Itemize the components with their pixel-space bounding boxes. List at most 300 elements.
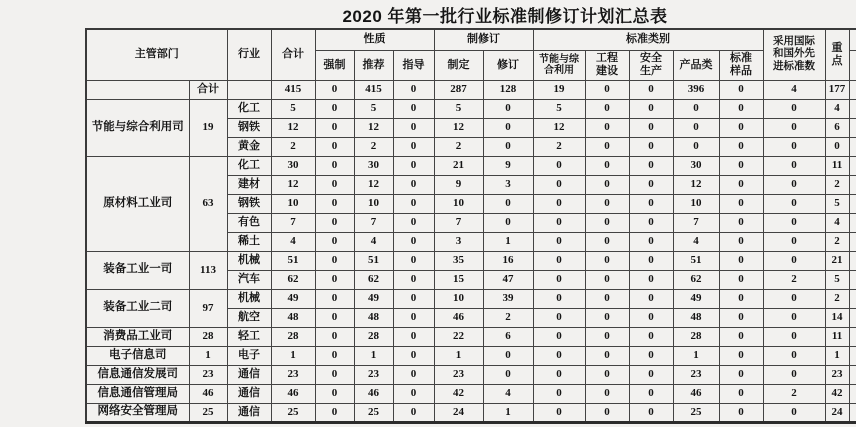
value-cell: 0 — [393, 80, 434, 99]
value-cell: 9 — [483, 156, 533, 175]
value-cell: 2 — [354, 137, 393, 156]
value-cell: 28 — [354, 327, 393, 346]
value-cell: 3 — [434, 232, 483, 251]
value-cell: 396 — [673, 80, 719, 99]
clipped-column-header — [849, 29, 856, 50]
table-row — [86, 251, 856, 270]
value-cell: 0 — [533, 270, 585, 289]
value-cell: 0 — [719, 346, 763, 365]
value-cell: 0 — [533, 175, 585, 194]
summary-table — [85, 28, 856, 424]
value-cell: 0 — [673, 99, 719, 118]
industry-cell: 有色 — [227, 213, 271, 232]
value-cell: 0 — [719, 137, 763, 156]
value-cell: 0 — [585, 270, 629, 289]
dept-total-cell: 63 — [189, 156, 227, 251]
header-product: 产品类 — [673, 50, 719, 80]
industry-cell: 机械 — [227, 289, 271, 308]
value-cell: 5 — [434, 99, 483, 118]
value-cell: 0 — [585, 118, 629, 137]
value-cell: 0 — [719, 384, 763, 403]
value-cell: 23 — [434, 365, 483, 384]
value-cell: 25 — [354, 403, 393, 422]
value-cell: 28 — [271, 327, 315, 346]
table-row — [86, 384, 856, 403]
value-cell: 0 — [763, 365, 825, 384]
value-cell: 25 — [673, 403, 719, 422]
clipped-cell — [849, 156, 856, 175]
value-cell: 0 — [315, 137, 354, 156]
dept-cell: 电子信息司 — [86, 346, 189, 365]
value-cell: 0 — [825, 137, 849, 156]
value-cell: 51 — [271, 251, 315, 270]
value-cell: 0 — [719, 194, 763, 213]
header-total: 合计 — [271, 29, 315, 80]
industry-cell: 钢铁 — [227, 118, 271, 137]
value-cell: 0 — [763, 327, 825, 346]
value-cell: 10 — [434, 289, 483, 308]
clipped-cell — [849, 118, 856, 137]
value-cell: 2 — [434, 137, 483, 156]
value-cell: 14 — [825, 308, 849, 327]
dept-total-cell: 23 — [189, 365, 227, 384]
value-cell: 16 — [483, 251, 533, 270]
value-cell: 0 — [719, 251, 763, 270]
value-cell: 0 — [585, 251, 629, 270]
industry-cell: 轻工 — [227, 327, 271, 346]
value-cell: 1 — [483, 232, 533, 251]
dept-cell: 网络安全管理局 — [86, 403, 189, 422]
value-cell: 0 — [719, 156, 763, 175]
value-cell: 48 — [271, 308, 315, 327]
industry-cell — [227, 80, 271, 99]
value-cell: 4 — [825, 99, 849, 118]
value-cell: 0 — [763, 175, 825, 194]
value-cell: 0 — [629, 99, 673, 118]
clipped-cell — [849, 80, 856, 99]
value-cell: 0 — [585, 80, 629, 99]
industry-cell: 钢铁 — [227, 194, 271, 213]
value-cell: 0 — [763, 251, 825, 270]
value-cell: 62 — [354, 270, 393, 289]
value-cell: 0 — [585, 308, 629, 327]
value-cell: 0 — [315, 365, 354, 384]
value-cell: 0 — [673, 118, 719, 137]
value-cell: 0 — [719, 270, 763, 289]
dept-total-cell: 25 — [189, 403, 227, 422]
value-cell: 0 — [533, 156, 585, 175]
value-cell: 0 — [719, 99, 763, 118]
table-body — [86, 80, 856, 422]
value-cell: 0 — [483, 365, 533, 384]
table-row — [86, 327, 856, 346]
value-cell: 47 — [483, 270, 533, 289]
value-cell: 10 — [271, 194, 315, 213]
value-cell: 6 — [483, 327, 533, 346]
value-cell: 415 — [271, 80, 315, 99]
value-cell: 4 — [763, 80, 825, 99]
header-revise: 修订 — [483, 50, 533, 80]
value-cell: 23 — [271, 365, 315, 384]
value-cell: 1 — [434, 346, 483, 365]
value-cell: 0 — [719, 308, 763, 327]
value-cell: 5 — [825, 194, 849, 213]
value-cell: 10 — [673, 194, 719, 213]
value-cell: 19 — [533, 80, 585, 99]
value-cell: 7 — [354, 213, 393, 232]
dept-cell: 信息通信管理局 — [86, 384, 189, 403]
value-cell: 1 — [483, 403, 533, 422]
table-row — [86, 365, 856, 384]
header-guidance: 指导 — [393, 50, 434, 80]
value-cell: 4 — [825, 213, 849, 232]
value-cell: 0 — [585, 137, 629, 156]
value-cell: 0 — [629, 327, 673, 346]
value-cell: 2 — [763, 270, 825, 289]
value-cell: 0 — [315, 289, 354, 308]
value-cell: 12 — [434, 118, 483, 137]
header-group-nature: 性质 — [315, 29, 434, 50]
value-cell: 2 — [825, 175, 849, 194]
value-cell: 49 — [673, 289, 719, 308]
header-group-category: 标准类别 — [533, 29, 763, 50]
value-cell: 5 — [354, 99, 393, 118]
dept-cell: 原材料工业司 — [86, 156, 189, 251]
clipped-cell — [849, 137, 856, 156]
clipped-cell — [849, 308, 856, 327]
value-cell: 0 — [629, 308, 673, 327]
value-cell: 0 — [315, 327, 354, 346]
value-cell: 0 — [585, 194, 629, 213]
value-cell: 0 — [393, 194, 434, 213]
value-cell: 0 — [393, 175, 434, 194]
value-cell: 3 — [483, 175, 533, 194]
value-cell: 0 — [629, 80, 673, 99]
value-cell: 49 — [354, 289, 393, 308]
value-cell: 0 — [393, 403, 434, 422]
value-cell: 24 — [825, 403, 849, 422]
dept-total-cell: 19 — [189, 99, 227, 156]
clipped-cell — [849, 384, 856, 403]
value-cell: 4 — [271, 232, 315, 251]
value-cell: 10 — [434, 194, 483, 213]
value-cell: 0 — [629, 175, 673, 194]
dept-cell — [86, 80, 189, 99]
value-cell: 0 — [629, 213, 673, 232]
value-cell: 0 — [719, 403, 763, 422]
industry-cell: 通信 — [227, 365, 271, 384]
value-cell: 0 — [763, 99, 825, 118]
value-cell: 0 — [315, 251, 354, 270]
value-cell: 0 — [393, 308, 434, 327]
value-cell: 10 — [354, 194, 393, 213]
value-cell: 7 — [434, 213, 483, 232]
value-cell: 0 — [393, 118, 434, 137]
value-cell: 0 — [763, 346, 825, 365]
value-cell: 0 — [533, 232, 585, 251]
value-cell: 0 — [533, 384, 585, 403]
value-cell: 0 — [483, 346, 533, 365]
industry-cell: 化工 — [227, 99, 271, 118]
clipped-cell — [849, 289, 856, 308]
value-cell: 0 — [585, 99, 629, 118]
value-cell: 0 — [315, 194, 354, 213]
value-cell: 23 — [825, 365, 849, 384]
value-cell: 0 — [315, 99, 354, 118]
header-row-groups — [86, 29, 856, 50]
value-cell: 46 — [673, 384, 719, 403]
value-cell: 0 — [533, 308, 585, 327]
value-cell: 48 — [673, 308, 719, 327]
value-cell: 0 — [393, 289, 434, 308]
value-cell: 15 — [434, 270, 483, 289]
value-cell: 62 — [673, 270, 719, 289]
clipped-cell — [849, 194, 856, 213]
value-cell: 177 — [825, 80, 849, 99]
table-row — [86, 156, 856, 175]
clipped-cell — [849, 213, 856, 232]
value-cell: 0 — [533, 346, 585, 365]
dept-total-cell: 28 — [189, 327, 227, 346]
value-cell: 0 — [629, 270, 673, 289]
value-cell: 7 — [673, 213, 719, 232]
clipped-column-subheader — [849, 50, 856, 80]
value-cell: 0 — [483, 118, 533, 137]
value-cell: 51 — [673, 251, 719, 270]
industry-cell: 通信 — [227, 403, 271, 422]
value-cell: 287 — [434, 80, 483, 99]
value-cell: 0 — [673, 137, 719, 156]
value-cell: 0 — [629, 232, 673, 251]
value-cell: 7 — [271, 213, 315, 232]
value-cell: 0 — [763, 156, 825, 175]
value-cell: 0 — [393, 213, 434, 232]
value-cell: 49 — [271, 289, 315, 308]
value-cell: 46 — [354, 384, 393, 403]
value-cell: 0 — [585, 156, 629, 175]
value-cell: 0 — [533, 289, 585, 308]
value-cell: 0 — [315, 80, 354, 99]
value-cell: 1 — [271, 346, 315, 365]
value-cell: 0 — [629, 156, 673, 175]
value-cell: 21 — [825, 251, 849, 270]
value-cell: 0 — [719, 327, 763, 346]
value-cell: 0 — [719, 289, 763, 308]
value-cell: 0 — [393, 251, 434, 270]
value-cell: 0 — [315, 213, 354, 232]
value-cell: 0 — [533, 403, 585, 422]
value-cell: 5 — [533, 99, 585, 118]
industry-cell: 通信 — [227, 384, 271, 403]
industry-cell: 电子 — [227, 346, 271, 365]
value-cell: 0 — [629, 365, 673, 384]
value-cell: 9 — [434, 175, 483, 194]
value-cell: 0 — [533, 251, 585, 270]
value-cell: 0 — [315, 403, 354, 422]
value-cell: 0 — [533, 327, 585, 346]
value-cell: 0 — [719, 175, 763, 194]
clipped-cell — [849, 365, 856, 384]
dept-total-cell: 97 — [189, 289, 227, 327]
value-cell: 0 — [763, 118, 825, 137]
value-cell: 12 — [271, 118, 315, 137]
value-cell: 1 — [673, 346, 719, 365]
clipped-cell — [849, 99, 856, 118]
value-cell: 2 — [483, 308, 533, 327]
value-cell: 42 — [825, 384, 849, 403]
value-cell: 0 — [629, 118, 673, 137]
value-cell: 0 — [585, 289, 629, 308]
value-cell: 24 — [434, 403, 483, 422]
header-mandatory: 强制 — [315, 50, 354, 80]
value-cell: 0 — [483, 213, 533, 232]
value-cell: 0 — [393, 232, 434, 251]
value-cell: 12 — [354, 118, 393, 137]
value-cell: 12 — [673, 175, 719, 194]
value-cell: 5 — [271, 99, 315, 118]
header-dept: 主管部门 — [86, 29, 227, 80]
dept-cell: 信息通信发展司 — [86, 365, 189, 384]
clipped-cell — [849, 270, 856, 289]
value-cell: 0 — [315, 346, 354, 365]
table-row — [86, 346, 856, 365]
header-recommended: 推荐 — [354, 50, 393, 80]
value-cell: 48 — [354, 308, 393, 327]
value-cell: 4 — [483, 384, 533, 403]
header-sample: 标准样品 — [719, 50, 763, 80]
value-cell: 12 — [271, 175, 315, 194]
value-cell: 23 — [673, 365, 719, 384]
value-cell: 0 — [315, 384, 354, 403]
value-cell: 0 — [629, 346, 673, 365]
value-cell: 0 — [315, 308, 354, 327]
value-cell: 21 — [434, 156, 483, 175]
value-cell: 2 — [825, 232, 849, 251]
value-cell: 0 — [393, 99, 434, 118]
value-cell: 0 — [483, 194, 533, 213]
clipped-cell — [849, 175, 856, 194]
header-industry: 行业 — [227, 29, 271, 80]
header-engineering: 工程建设 — [585, 50, 629, 80]
value-cell: 0 — [315, 156, 354, 175]
value-cell: 0 — [629, 137, 673, 156]
value-cell: 22 — [434, 327, 483, 346]
header-group-revision: 制修订 — [434, 29, 533, 50]
value-cell: 0 — [763, 403, 825, 422]
header-intl-standards: 采用国际和国外先进标准数 — [763, 29, 825, 80]
value-cell: 0 — [393, 137, 434, 156]
value-cell: 30 — [673, 156, 719, 175]
value-cell: 2 — [533, 137, 585, 156]
value-cell: 30 — [271, 156, 315, 175]
value-cell: 0 — [719, 118, 763, 137]
value-cell: 0 — [315, 232, 354, 251]
value-cell: 51 — [354, 251, 393, 270]
value-cell: 5 — [825, 270, 849, 289]
industry-cell: 稀土 — [227, 232, 271, 251]
value-cell: 0 — [483, 137, 533, 156]
value-cell: 0 — [483, 99, 533, 118]
value-cell: 0 — [315, 175, 354, 194]
value-cell: 0 — [629, 403, 673, 422]
value-cell: 0 — [629, 289, 673, 308]
value-cell: 415 — [354, 80, 393, 99]
value-cell: 0 — [585, 384, 629, 403]
value-cell: 2 — [271, 137, 315, 156]
dept-cell: 消费品工业司 — [86, 327, 189, 346]
table-row — [86, 289, 856, 308]
dept-cell: 装备工业一司 — [86, 251, 189, 289]
value-cell: 0 — [393, 270, 434, 289]
value-cell: 0 — [315, 270, 354, 289]
value-cell: 4 — [673, 232, 719, 251]
header-energy-comprehensive: 节能与综合利用 — [533, 50, 585, 80]
dept-total-cell: 合计 — [189, 80, 227, 99]
value-cell: 23 — [354, 365, 393, 384]
clipped-cell — [849, 232, 856, 251]
value-cell: 12 — [533, 118, 585, 137]
value-cell: 35 — [434, 251, 483, 270]
value-cell: 0 — [585, 327, 629, 346]
value-cell: 128 — [483, 80, 533, 99]
value-cell: 30 — [354, 156, 393, 175]
value-cell: 0 — [585, 175, 629, 194]
industry-cell: 化工 — [227, 156, 271, 175]
value-cell: 0 — [393, 327, 434, 346]
value-cell: 0 — [393, 156, 434, 175]
value-cell: 0 — [763, 137, 825, 156]
value-cell: 0 — [533, 365, 585, 384]
value-cell: 0 — [763, 232, 825, 251]
dept-total-cell: 113 — [189, 251, 227, 289]
value-cell: 2 — [825, 289, 849, 308]
value-cell: 4 — [354, 232, 393, 251]
value-cell: 0 — [533, 213, 585, 232]
dept-cell: 节能与综合利用司 — [86, 99, 189, 156]
industry-cell: 航空 — [227, 308, 271, 327]
header-key-point: 重点 — [825, 29, 849, 80]
value-cell: 0 — [719, 232, 763, 251]
value-cell: 62 — [271, 270, 315, 289]
industry-cell: 汽车 — [227, 270, 271, 289]
value-cell: 0 — [393, 346, 434, 365]
value-cell: 11 — [825, 156, 849, 175]
value-cell: 0 — [763, 213, 825, 232]
table-row — [86, 403, 856, 422]
value-cell: 0 — [585, 213, 629, 232]
header-develop: 制定 — [434, 50, 483, 80]
page-title: 2020 年第一批行业标准制修订计划汇总表 — [342, 7, 668, 26]
clipped-cell — [849, 251, 856, 270]
value-cell: 0 — [629, 194, 673, 213]
value-cell: 0 — [763, 289, 825, 308]
value-cell: 1 — [354, 346, 393, 365]
table-row — [86, 99, 856, 118]
value-cell: 0 — [393, 365, 434, 384]
value-cell: 0 — [585, 365, 629, 384]
dept-total-cell: 1 — [189, 346, 227, 365]
header-safety: 安全生产 — [629, 50, 673, 80]
value-cell: 11 — [825, 327, 849, 346]
value-cell: 0 — [719, 80, 763, 99]
value-cell: 25 — [271, 403, 315, 422]
summary-table-container — [85, 28, 856, 424]
industry-cell: 黄金 — [227, 137, 271, 156]
value-cell: 42 — [434, 384, 483, 403]
value-cell: 0 — [393, 384, 434, 403]
industry-cell: 建材 — [227, 175, 271, 194]
clipped-cell — [849, 346, 856, 365]
